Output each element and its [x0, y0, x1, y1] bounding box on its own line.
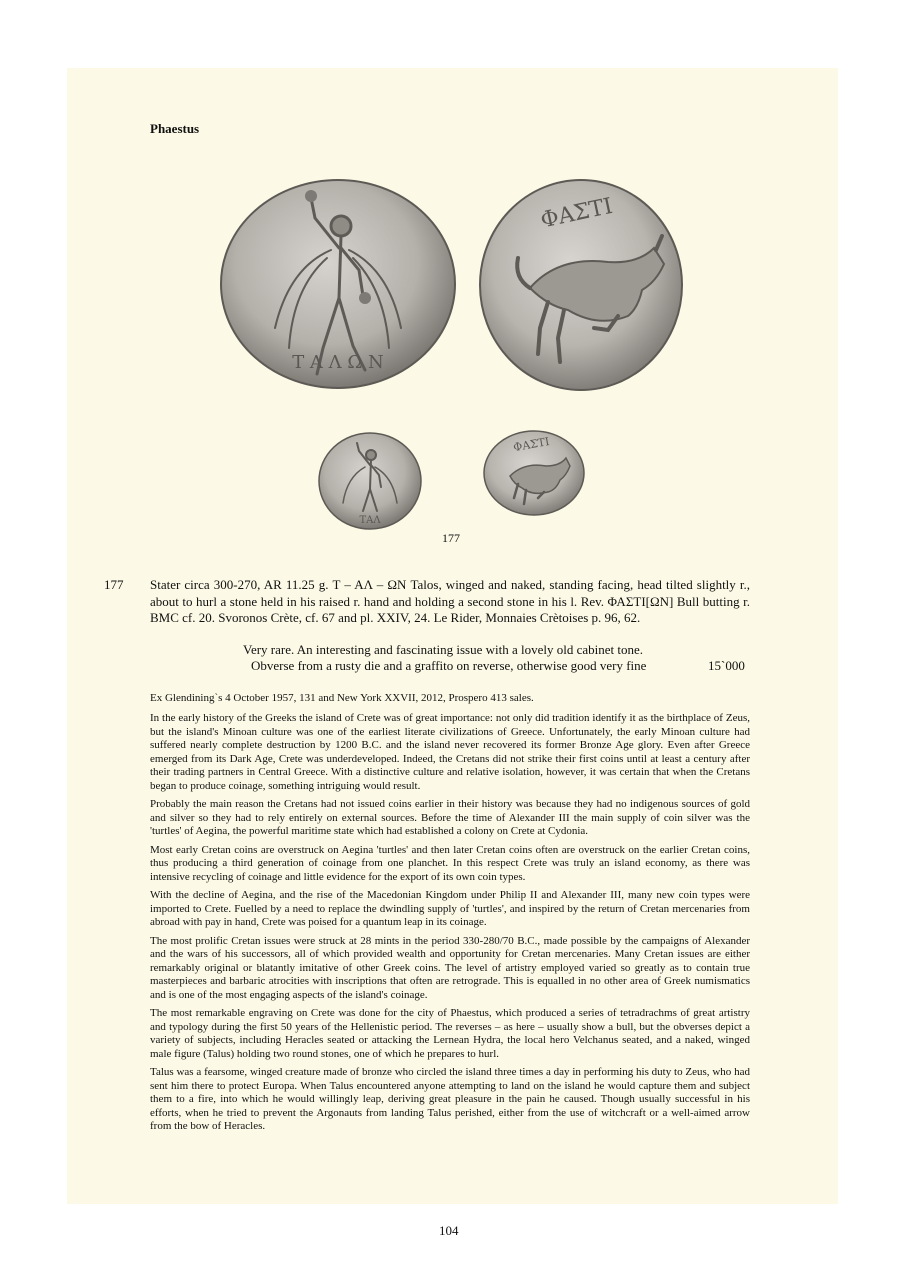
provenance-line: Ex Glendining`s 4 October 1957, 131 and New York XXVII, 2012, Prospero 413 sales. — [150, 692, 534, 704]
mint-heading: Phaestus — [150, 121, 200, 136]
essay-paragraph: Talus was a fearsome, winged creature made of bronze who circled the island three times a day in performing his duty to Zeus, who had sent him there to protect Europa. When Talus encountered anyone attempting to land on the island he would capture them and subject them to a fire, into which he would willingly leap, deriving great pleasure in the pain he caused. Though usually successful in his efforts, when he tried to prevent the Argonauts from landing Talus perished, either from the use of witchcraft or a well-aimed arrow from the bow of Heracles. — [150, 1066, 750, 1132]
essay-paragraph: Probably the main reason the Cretans had not issued coins earlier in their history was because they had no indigenous sources of gold and silver so they had to rely entirely on external sources. Before the time of Alexander III the main supply of coin silver was the 'turtles' of Aegina, the powerful maritime state which had established a colony on Crete at Cydonia. — [150, 798, 750, 837]
lot-number: 177 — [104, 577, 124, 592]
essay-paragraph: The most prolific Cretan issues were struck at 28 mints in the period 330-280/70 B.C., made possible by the campaigns of Alexander and the wars of his successors, all of which provided wealth and opportunity for Cretan mercenaries. Many Cretan issues are either remarkably original or blatantly imitative of other Greek coins. The level of artistry employed varied so greatly as to contain true masterpieces and barbaric atrocities with inscriptions that often are retrograde. This is equalled in no other area of Greek numismatics and is one of the most engaging aspects of the island's coinage. — [150, 934, 750, 1001]
coin-large-obverse-inscription: Τ Α Λ Ω Ν — [292, 352, 384, 373]
coin-large-obverse-image — [219, 178, 457, 390]
image-caption-lot-number: 177 — [442, 531, 460, 545]
coin-small-obverse-inscription: ΤΑΛ — [359, 515, 381, 526]
coin-small-reverse-image — [482, 428, 586, 516]
essay-paragraph: The most remarkable engraving on Crete was done for the city of Phaestus, which produced a series of tetradrachms of great artistry and typology during the first 50 years of the Hellenistic period. The reverses – as here – usually show a bull, but the obverses depict a variety of subjects, including Heracles seated or attacking the Lernean Hydra, the local hero Velchanus seated, and a naked, winged male figure (Talus) holding two round stones, one of which he prepares to hurl. — [150, 1007, 750, 1060]
coin-small-reverse-inscription: ΦΑΣΤΙ — [512, 434, 551, 455]
coin-large-reverse-image — [478, 178, 684, 392]
essay-paragraph: In the early history of the Greeks the island of Crete was of great importance: not only did tradition identify it as the birthplace of Zeus, but the island's Minoan culture was one of the earliest literate civilizations of Greece. Unfortunately, the early Minoan culture had suffered nearly complete destruction by 1200 B.C. and the island never recovered its former Bronze Age glory. Even after Greece emerged from its Dark Age, Crete was underdeveloped. Indeed, the Cretans did not strike their first coins until at least a century after their trading partners in Central Greece. With a distinctive culture and relative isolation, however, it was certain that when the Cretans began to produce coinage, something intriguing would result. — [150, 712, 750, 792]
essay-text — [150, 712, 750, 1139]
coin-small-obverse-image — [317, 431, 423, 531]
lot-estimate: 15`000 — [708, 658, 745, 673]
lot-condition-note: Obverse from a rusty die and a graffito on reverse, otherwise good very fine — [251, 658, 647, 673]
page-number: 104 — [439, 1223, 459, 1238]
coin-large-reverse-inscription: ΦΑΣΤΙ — [538, 193, 615, 234]
lot-description: Stater circa 300-270, AR 11.25 g. Τ – ΑΛ – ΩΝ Talos, winged and naked, standing facing, head tilted slightly r., about to hurl a stone held in his raised r. hand and holding a second stone in his l. Rev. ΦΑΣΤΙ[ΩΝ] Bull butting r. BMC cf. 20. Svoronos Crète, cf. 67 and pl. XXIV, 24. Le Rider, Monnaies Crètoises p. 96, 62. — [150, 577, 750, 625]
essay-paragraph: Most early Cretan coins are overstruck on Aegina 'turtles' and then later Cretan coins often are overstruck on the earlier Cretan coins, thus producing a third generation of coinage from one planchet. In this respect Crete was truly an island economy, as there was intensive recycling of coinage and little evidence for the export of its own coin types. — [150, 843, 750, 883]
lot-rarity-note: Very rare. An interesting and fascinating issue with a lovely old cabinet tone. — [243, 642, 643, 657]
essay-paragraph: With the decline of Aegina, and the rise of the Macedonian Kingdom under Philip II and Alexander III, many new coin types were imported to Crete. Fuelled by a need to replace the dwindling supply of 'turtles', and inspired by the return of Cretan mercenaries from abroad with pay in hand, Crete was poised for a quantum leap in its coinage. — [150, 889, 750, 928]
